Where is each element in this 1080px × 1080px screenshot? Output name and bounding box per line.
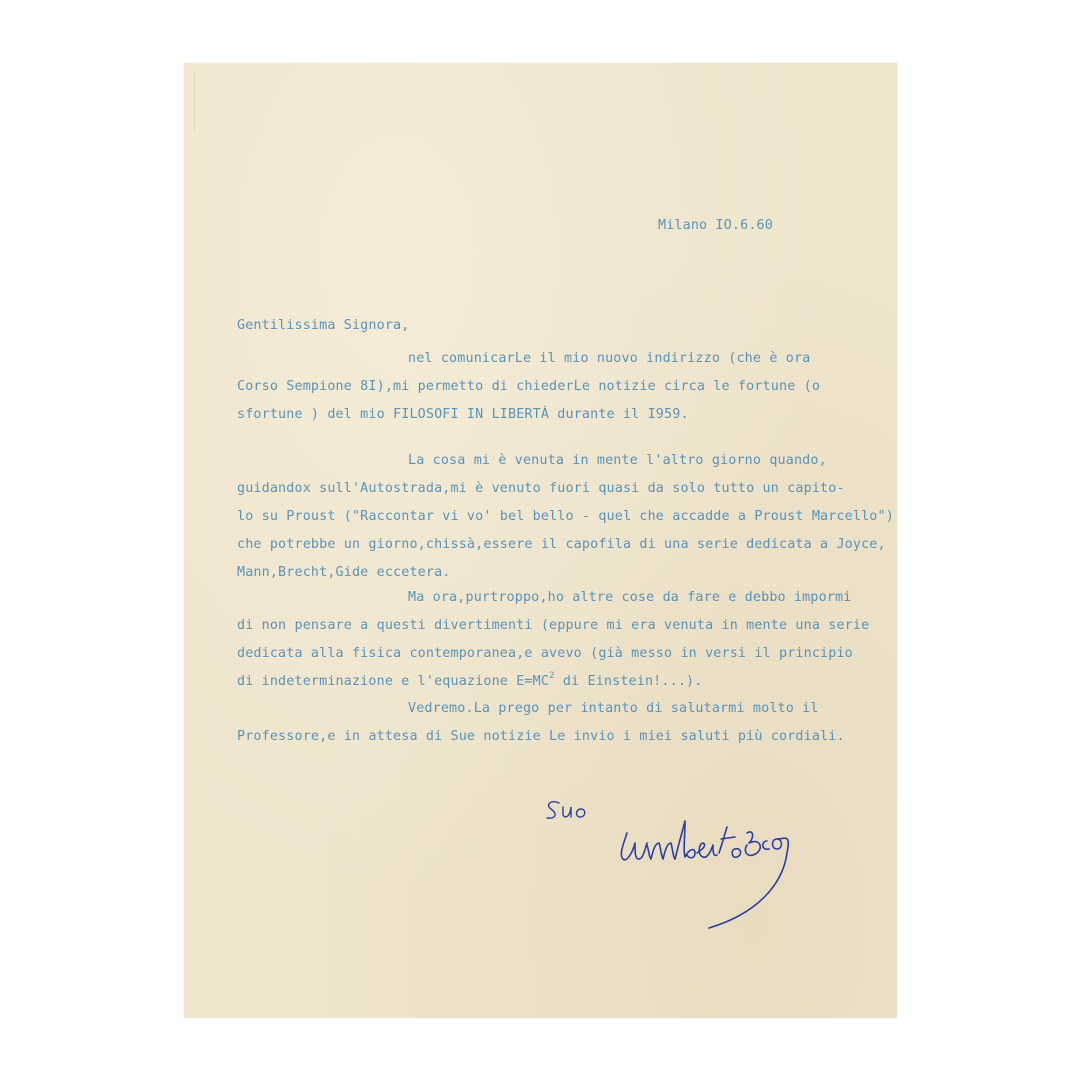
letter-sheet (184, 63, 897, 1018)
handwritten-signature (539, 793, 839, 953)
letter-line-equation (237, 671, 703, 689)
letter-line: Mann,Brecht,Gide eccetera. (237, 565, 451, 580)
letter-line: dedicata alla fisica contemporanea,e avevo (già messo in versi il principio (237, 646, 853, 661)
paper-crease (194, 71, 225, 131)
letter-line: sfortune ) del mio FILOSOFI IN LIBERTÀ durante il I959. (237, 407, 689, 422)
letter-line: La cosa mi è venuta in mente l'altro giorno quando, (408, 453, 827, 468)
letter-line: guidandox sull'Autostrada,mi è venuto fuori quasi da solo tutto un capito- (237, 481, 845, 496)
letter-line: Vedremo.La prego per intanto di salutarmi molto il (408, 701, 819, 716)
signature-umberto-eco (621, 821, 788, 928)
exponent: 2 (549, 671, 555, 681)
letter-salutation: Gentilissima Signora, (237, 318, 410, 333)
equation-text: di indeterminazione e l'equazione E=MC (237, 674, 550, 689)
letter-line: di non pensare a questi divertimenti (eppure mi era venuta in mente una serie (237, 618, 870, 633)
equation-tail: di Einstein!...). (554, 674, 703, 689)
letter-date: Milano IO.6.60 (658, 218, 773, 233)
closing-suo (547, 802, 585, 818)
letter-line: che potrebbe un giorno,chissà,essere il capofila di una serie dedicata a Joyce, (237, 537, 886, 552)
letter-line: Corso Sempione 8I),mi permetto di chiederLe notizie circa le fortune (o (237, 379, 821, 394)
letter-line: Professore,e in attesa di Sue notizie Le invio i miei saluti più cordiali. (237, 729, 845, 744)
letter-line: nel comunicarLe il mio nuovo indirizzo (che è ora (408, 351, 811, 366)
letter-line: lo su Proust ("Raccontar vi vo' bel bello - quel che accadde a Proust Marcello") (237, 509, 894, 524)
letter-line: Ma ora,purtroppo,ho altre cose da fare e debbo impormi (408, 590, 852, 605)
